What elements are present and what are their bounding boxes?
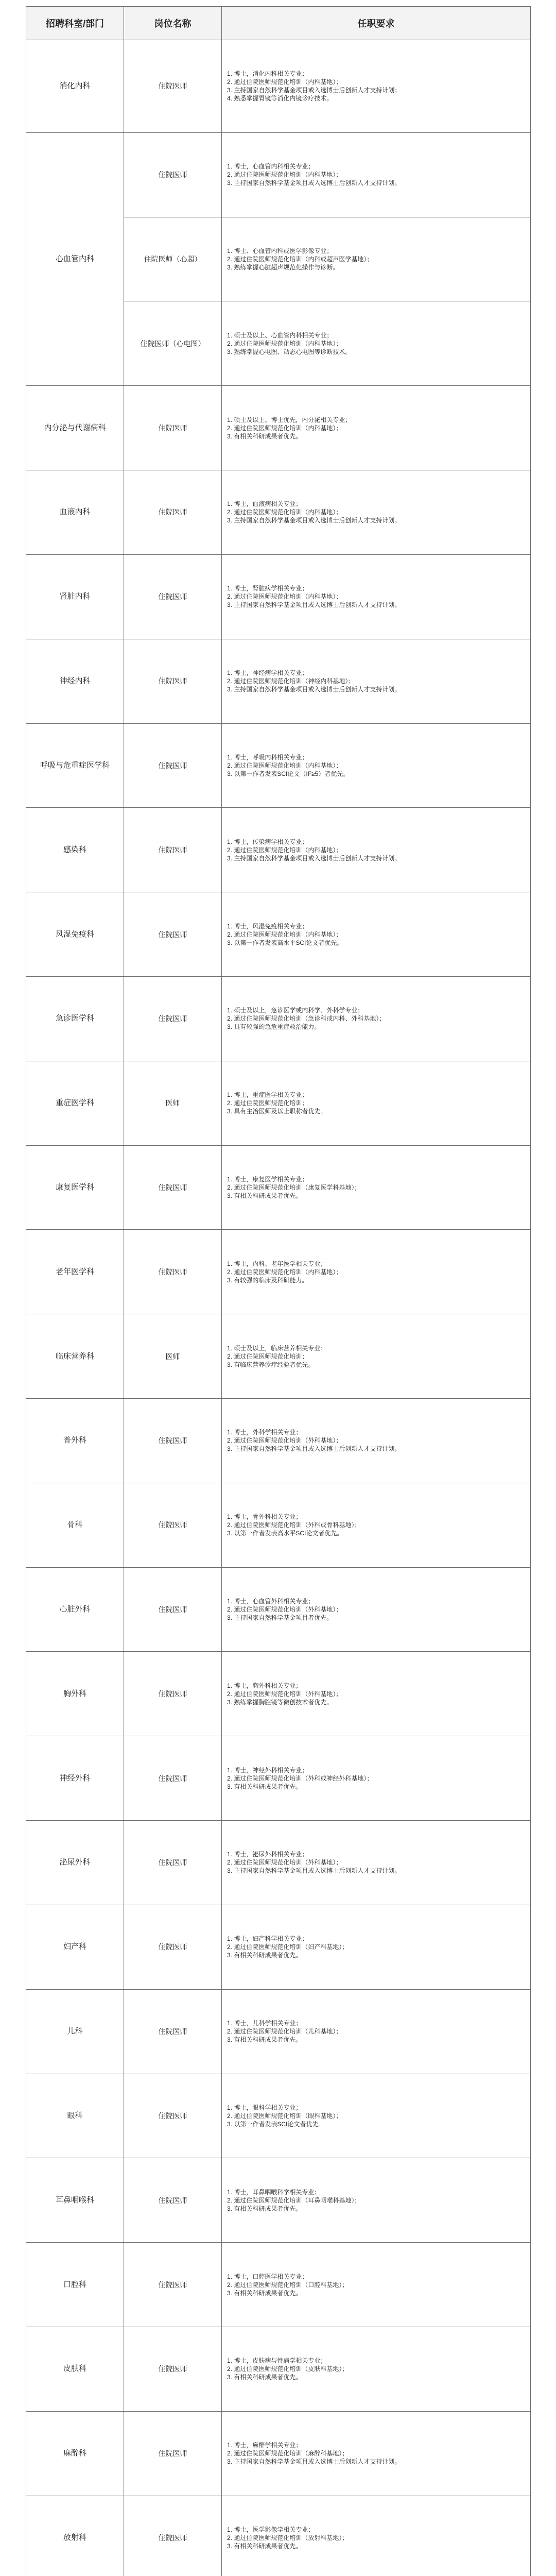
position-cell: 住院医师	[124, 2243, 222, 2327]
requirement-line: 2. 通过住院医师规范化培训（内科基地）；	[227, 761, 342, 769]
requirement-line: 2. 通过住院医师规范化培训（外科或骨科基地）；	[227, 1521, 361, 1529]
requirement-line: 3. 有相关科研成果者优先。	[227, 2036, 302, 2044]
requirement-line: 1. 博士，神经病学相关专业；	[227, 669, 308, 677]
dept-cell: 麻醉科	[26, 2411, 124, 2496]
requirement-line: 3. 以第一作者发表SCI论文（IF≥5）者优先。	[227, 770, 350, 777]
recruitment-table	[26, 6, 531, 2576]
requirement-line: 3. 有相关科研成果者优先。	[227, 1783, 302, 1790]
requirement-line: 2. 通过住院医师规范化培训（内科基地）；	[227, 593, 342, 601]
table-row	[26, 639, 531, 723]
table-row	[26, 1989, 531, 2074]
requirement-line: 1. 博士，皮肤病与性病学相关专业；	[227, 2357, 327, 2365]
requirement-line: 3. 有相关科研成果者优先。	[227, 2374, 302, 2381]
table-row	[26, 2074, 531, 2158]
requirement-line: 1. 博士，医学影像学相关专业；	[227, 2526, 315, 2533]
table-row	[26, 470, 531, 555]
requirement-line: 1. 硕士及以上、心血管内科相关专业；	[227, 331, 333, 339]
dept-cell: 儿科	[26, 1989, 124, 2074]
requirement-line: 1. 博士，神经外科相关专业；	[227, 1766, 308, 1774]
requirement-line: 3. 主持国家自然科学基金项目或入选博士后创新人才支持计划。	[227, 517, 401, 524]
requirement-line: 2. 通过住院医师规范化培训（妇产科基地）；	[227, 1943, 349, 1951]
requirements-cell	[222, 2411, 531, 2496]
position-cell: 医师	[124, 1061, 222, 1145]
requirements-cell	[222, 639, 531, 723]
requirement-line: 1. 硕士及以上，急诊医学或内科学、外科学专业；	[227, 1007, 364, 1014]
table-row	[26, 2327, 531, 2411]
dept-cell: 神经内科	[26, 639, 124, 723]
requirement-line: 3. 主持国家自然科学基金项目或入选博士后创新人才支持计划。	[227, 179, 401, 187]
dept-cell: 重症医学科	[26, 1061, 124, 1145]
requirement-line: 3. 熟练掌握心脏超声规范化操作与诊断。	[227, 264, 339, 272]
position-cell: 住院医师	[124, 639, 222, 723]
requirement-line: 3. 主持国家自然科学基金项目或入选博士后创新人才支持计划。	[227, 2458, 401, 2466]
table-row	[26, 1567, 531, 1652]
table-row	[26, 1061, 531, 1145]
requirement-line: 3. 有相关科研成果者优先。	[227, 2289, 302, 2297]
position-cell: 住院医师	[124, 2496, 222, 2576]
requirement-line: 2. 通过住院医师规范化培训（急诊科或内科、外科基地）；	[227, 1015, 386, 1023]
requirement-line: 2. 通过住院医师规范化培训（麻醉科基地）；	[227, 2450, 349, 2458]
requirement-line: 2. 通过住院医师规范化培训（外科或神经外科基地）；	[227, 1774, 373, 1782]
requirement-line: 1. 博士，心血管内科相关专业；	[227, 163, 315, 171]
table-row	[26, 723, 531, 808]
requirement-line: 1. 博士，风湿免疫相关专业；	[227, 922, 308, 930]
table-row	[26, 1145, 531, 1230]
requirements-cell	[222, 976, 531, 1061]
requirement-line: 1. 博士，传染病学相关专业；	[227, 838, 308, 845]
position-cell: 住院医师	[124, 1230, 222, 1314]
dept-cell: 心血管内科	[26, 132, 124, 385]
position-cell: 住院医师	[124, 470, 222, 555]
requirement-line: 3. 有相关科研成果者优先。	[227, 1952, 302, 1959]
requirement-line: 1. 博士，康复医学相关专业；	[227, 1175, 308, 1183]
position-cell: 住院医师	[124, 1399, 222, 1483]
position-cell: 住院医师	[124, 892, 222, 977]
requirements-cell	[222, 723, 531, 808]
requirement-line: 2. 通过住院医师规范化培训（内科基地）；	[227, 509, 342, 516]
requirement-line: 2. 通过住院医师规范化培训（外科基地）；	[227, 1690, 342, 1698]
requirements-cell	[222, 1483, 531, 1567]
requirements-cell	[222, 808, 531, 892]
table-row	[26, 1821, 531, 1905]
requirement-line: 1. 博士，骨外科相关专业；	[227, 1513, 302, 1521]
dept-cell: 耳鼻咽喉科	[26, 2158, 124, 2243]
requirements-cell	[222, 1230, 531, 1314]
position-cell: 住院医师	[124, 132, 222, 217]
requirement-line: 1. 博士，肾脏病学相关专业；	[227, 585, 308, 592]
requirement-line: 3. 有较强的临床及科研能力。	[227, 1276, 308, 1284]
requirement-line: 1. 博士，血液病相关专业；	[227, 500, 302, 508]
requirement-line: 3. 有临床营养诊疗经验者优先。	[227, 1361, 315, 1368]
requirements-cell	[222, 40, 531, 133]
requirement-line: 2. 通过住院医师规范化培训（外科基地）；	[227, 1859, 342, 1867]
requirement-line: 2. 通过住院医师规范化培训（耳鼻咽喉科基地）；	[227, 2196, 361, 2204]
requirements-cell	[222, 2158, 531, 2243]
table-row	[26, 40, 531, 133]
table-body	[26, 40, 531, 2576]
requirement-line: 2. 通过住院医师规范化培训（儿科基地）；	[227, 2028, 342, 2036]
position-cell: 医师	[124, 1314, 222, 1399]
requirement-line: 2. 通过住院医师规范化培训（神经内科基地）；	[227, 677, 355, 685]
dept-cell: 康复医学科	[26, 1145, 124, 1230]
position-cell: 住院医师	[124, 1567, 222, 1652]
position-cell: 住院医师	[124, 1145, 222, 1230]
requirement-line: 1. 博士，耳鼻咽喉科学相关专业；	[227, 2188, 321, 2196]
requirements-cell	[222, 1567, 531, 1652]
position-cell: 住院医师	[124, 1652, 222, 1736]
table-row	[26, 1483, 531, 1567]
requirement-line: 3. 熟练掌握心电图、动态心电图等诊断技术。	[227, 348, 352, 355]
requirement-line: 2. 通过住院医师规范化培训（内科基地）；	[227, 846, 342, 854]
requirement-line: 2. 通过住院医师规范化培训（内科基地）；	[227, 424, 342, 432]
dept-cell: 普外科	[26, 1399, 124, 1483]
requirement-line: 2. 通过住院医师规范化培训（内科基地）；	[227, 78, 342, 86]
requirement-line: 2. 通过住院医师规范化培训（放射科基地）；	[227, 2534, 349, 2541]
requirement-line: 3. 主持国家自然科学基金项目者优先。	[227, 1614, 333, 1622]
requirements-cell	[222, 2327, 531, 2411]
requirements-cell	[222, 554, 531, 639]
dept-cell: 呼吸与危重症医学科	[26, 723, 124, 808]
position-cell: 住院医师	[124, 554, 222, 639]
requirement-line: 1. 博士，麻醉学相关专业；	[227, 2442, 302, 2449]
dept-cell: 妇产科	[26, 1905, 124, 1989]
requirement-line: 3. 以第一作者发表SCI论文者优先。	[227, 2120, 325, 2128]
requirements-cell	[222, 470, 531, 555]
requirements-cell	[222, 217, 531, 301]
requirement-line: 1. 博士，外科学相关专业；	[227, 1429, 302, 1436]
requirement-line: 1. 博士，眼科学相关专业；	[227, 2104, 302, 2111]
requirement-line: 3. 具有主治医师及以上职称者优先。	[227, 1108, 327, 1115]
requirements-cell	[222, 892, 531, 977]
header-dept: 招聘科室/部门	[26, 7, 124, 40]
requirement-line: 2. 通过住院医师规范化培训（内科基地）；	[227, 340, 342, 347]
requirement-line: 2. 通过住院医师规范化培训（皮肤科基地）；	[227, 2365, 349, 2373]
position-cell: 住院医师	[124, 976, 222, 1061]
table-row	[26, 1905, 531, 1989]
requirement-line: 1. 博士，妇产科学相关专业；	[227, 1935, 308, 1943]
dept-cell: 临床营养科	[26, 1314, 124, 1399]
requirements-cell	[222, 1652, 531, 1736]
position-cell: 住院医师	[124, 386, 222, 470]
dept-cell: 老年医学科	[26, 1230, 124, 1314]
position-cell: 住院医师	[124, 2411, 222, 2496]
requirements-cell	[222, 2074, 531, 2158]
table-row	[26, 892, 531, 977]
requirements-cell	[222, 1736, 531, 1821]
position-cell: 住院医师	[124, 40, 222, 133]
requirement-line: 1. 博士，儿科学相关专业；	[227, 2020, 302, 2027]
table-row	[26, 1399, 531, 1483]
requirement-line: 3. 以第一作者发表高水平SCI论文者优先。	[227, 1530, 343, 1537]
requirement-line: 2. 通过住院医师规范化培训；	[227, 1099, 308, 1107]
dept-cell: 消化内科	[26, 40, 124, 133]
position-cell: 住院医师	[124, 2327, 222, 2411]
requirement-line: 1. 博士，口腔医学相关专业；	[227, 2273, 308, 2280]
table-row	[26, 976, 531, 1061]
requirement-line: 1. 博士，消化内科相关专业；	[227, 70, 308, 78]
table-row	[26, 2496, 531, 2576]
position-cell: 住院医师	[124, 723, 222, 808]
position-cell: 住院医师	[124, 1821, 222, 1905]
requirement-line: 3. 主持国家自然科学基金项目或入选博士后创新人才支持计划。	[227, 601, 401, 609]
requirement-line: 2. 通过住院医师规范化培训（眼科基地）；	[227, 2112, 342, 2120]
dept-cell: 胸外科	[26, 1652, 124, 1736]
requirements-cell	[222, 132, 531, 217]
requirement-line: 2. 通过住院医师规范化培训（康复医学科基地）；	[227, 1183, 361, 1191]
position-cell: 住院医师	[124, 2158, 222, 2243]
requirements-cell	[222, 1314, 531, 1399]
dept-cell: 泌尿外科	[26, 1821, 124, 1905]
requirement-line: 2. 通过住院医师规范化培训（内科或超声医学基地）；	[227, 256, 373, 263]
requirements-cell	[222, 1061, 531, 1145]
requirement-line: 1. 博士、心血管内科或医学影像专业；	[227, 247, 333, 255]
requirement-line: 2. 通过住院医师规范化培训（外科基地）；	[227, 1437, 342, 1445]
table-row	[26, 1652, 531, 1736]
dept-cell: 口腔科	[26, 2243, 124, 2327]
requirements-cell	[222, 1399, 531, 1483]
table-row	[26, 386, 531, 470]
dept-cell: 内分泌与代谢病科	[26, 386, 124, 470]
dept-cell: 急诊医学科	[26, 976, 124, 1061]
position-cell: 住院医师	[124, 1736, 222, 1821]
requirements-cell	[222, 2496, 531, 2576]
requirement-line: 1. 硕士及以上，临床营养相关专业；	[227, 1344, 327, 1352]
table-header-row	[26, 7, 531, 40]
position-cell: 住院医师	[124, 808, 222, 892]
dept-cell: 血液内科	[26, 470, 124, 555]
requirement-line: 1. 博士，胸外科相关专业；	[227, 1682, 302, 1689]
requirement-line: 3. 具有较强的急危重症救治能力。	[227, 1023, 321, 1031]
dept-cell: 骨科	[26, 1483, 124, 1567]
position-cell: 住院医师	[124, 1483, 222, 1567]
requirement-line: 2. 通过住院医师规范化培训（内科基地）；	[227, 930, 342, 938]
requirement-line: 4. 熟悉掌握胃镜等消化内镜诊疗技术。	[227, 95, 333, 103]
requirement-line: 2. 通过住院医师规范化培训；	[227, 1352, 308, 1360]
requirement-line: 3. 以第一作者发表高水平SCI论文者优先。	[227, 939, 343, 946]
requirements-cell	[222, 1145, 531, 1230]
dept-cell: 感染科	[26, 808, 124, 892]
requirement-line: 1. 博士，重症医学相关专业；	[227, 1091, 308, 1099]
header-position: 岗位名称	[124, 7, 222, 40]
position-cell: 住院医师	[124, 1905, 222, 1989]
requirements-cell	[222, 2243, 531, 2327]
requirement-line: 3. 主持国家自然科学基金项目或入选博士后创新人才支持计划。	[227, 1445, 401, 1453]
requirement-line: 3. 有相关科研成果者优先。	[227, 2542, 302, 2550]
requirement-line: 3. 有相关科研成果者优先。	[227, 1192, 302, 1199]
table-row	[26, 1736, 531, 1821]
requirement-line: 3. 熟练掌握胸腔镜等微创技术者优先。	[227, 1698, 333, 1706]
requirement-line: 3. 有相关科研成果者优先。	[227, 432, 302, 440]
requirement-line: 2. 通过住院医师规范化培训（内科基地）；	[227, 1268, 342, 1276]
requirement-line: 2. 通过住院医师规范化培训（外科基地）；	[227, 1606, 342, 1614]
dept-cell: 放射科	[26, 2496, 124, 2576]
requirement-line: 2. 通过住院医师规范化培训（内科基地）；	[227, 171, 342, 179]
requirement-line: 3. 主持国家自然科学基金项目或入选博士后创新人才支持计划；	[227, 87, 401, 94]
dept-cell: 神经外科	[26, 1736, 124, 1821]
requirements-cell	[222, 1821, 531, 1905]
requirement-line: 1. 博士，心血管外科相关专业；	[227, 1598, 315, 1605]
requirement-line: 3. 主持国家自然科学基金项目或入选博士后创新人才支持计划。	[227, 854, 401, 862]
header-requirements: 任职要求	[222, 7, 531, 40]
table-row	[26, 1230, 531, 1314]
requirements-cell	[222, 386, 531, 470]
table-row	[26, 2411, 531, 2496]
position-cell: 住院医师	[124, 1989, 222, 2074]
requirement-line: 1. 博士，呼吸内科相关专业；	[227, 753, 308, 761]
requirement-line: 3. 主持国家自然科学基金项目或入选博士后创新人才支持计划。	[227, 1867, 401, 1875]
requirements-cell	[222, 1905, 531, 1989]
table-row	[26, 554, 531, 639]
requirement-line: 2. 通过住院医师规范化培训（口腔科基地）；	[227, 2281, 349, 2289]
dept-cell: 风湿免疫科	[26, 892, 124, 977]
position-cell: 住院医师（心超）	[124, 217, 222, 301]
requirement-line: 1. 硕士及以上、博士优先，内分泌相关专业；	[227, 416, 352, 423]
dept-cell: 心脏外科	[26, 1567, 124, 1652]
dept-cell: 眼科	[26, 2074, 124, 2158]
position-cell: 住院医师	[124, 2074, 222, 2158]
table-row	[26, 2158, 531, 2243]
requirement-line: 3. 有相关科研成果者优先。	[227, 2205, 302, 2212]
table-row	[26, 2243, 531, 2327]
dept-cell: 肾脏内科	[26, 554, 124, 639]
table-row	[26, 808, 531, 892]
requirement-line: 1. 博士，内科、老年医学相关专业；	[227, 1260, 327, 1267]
table-row	[26, 1314, 531, 1399]
requirement-line: 3. 主持国家自然科学基金项目或入选博士后创新人才支持计划。	[227, 686, 401, 693]
dept-cell: 皮肤科	[26, 2327, 124, 2411]
position-cell: 住院医师（心电图）	[124, 301, 222, 386]
requirements-cell	[222, 1989, 531, 2074]
requirement-line: 1. 博士，泌尿外科相关专业；	[227, 1851, 308, 1858]
table-row	[26, 132, 531, 217]
requirements-cell	[222, 301, 531, 386]
